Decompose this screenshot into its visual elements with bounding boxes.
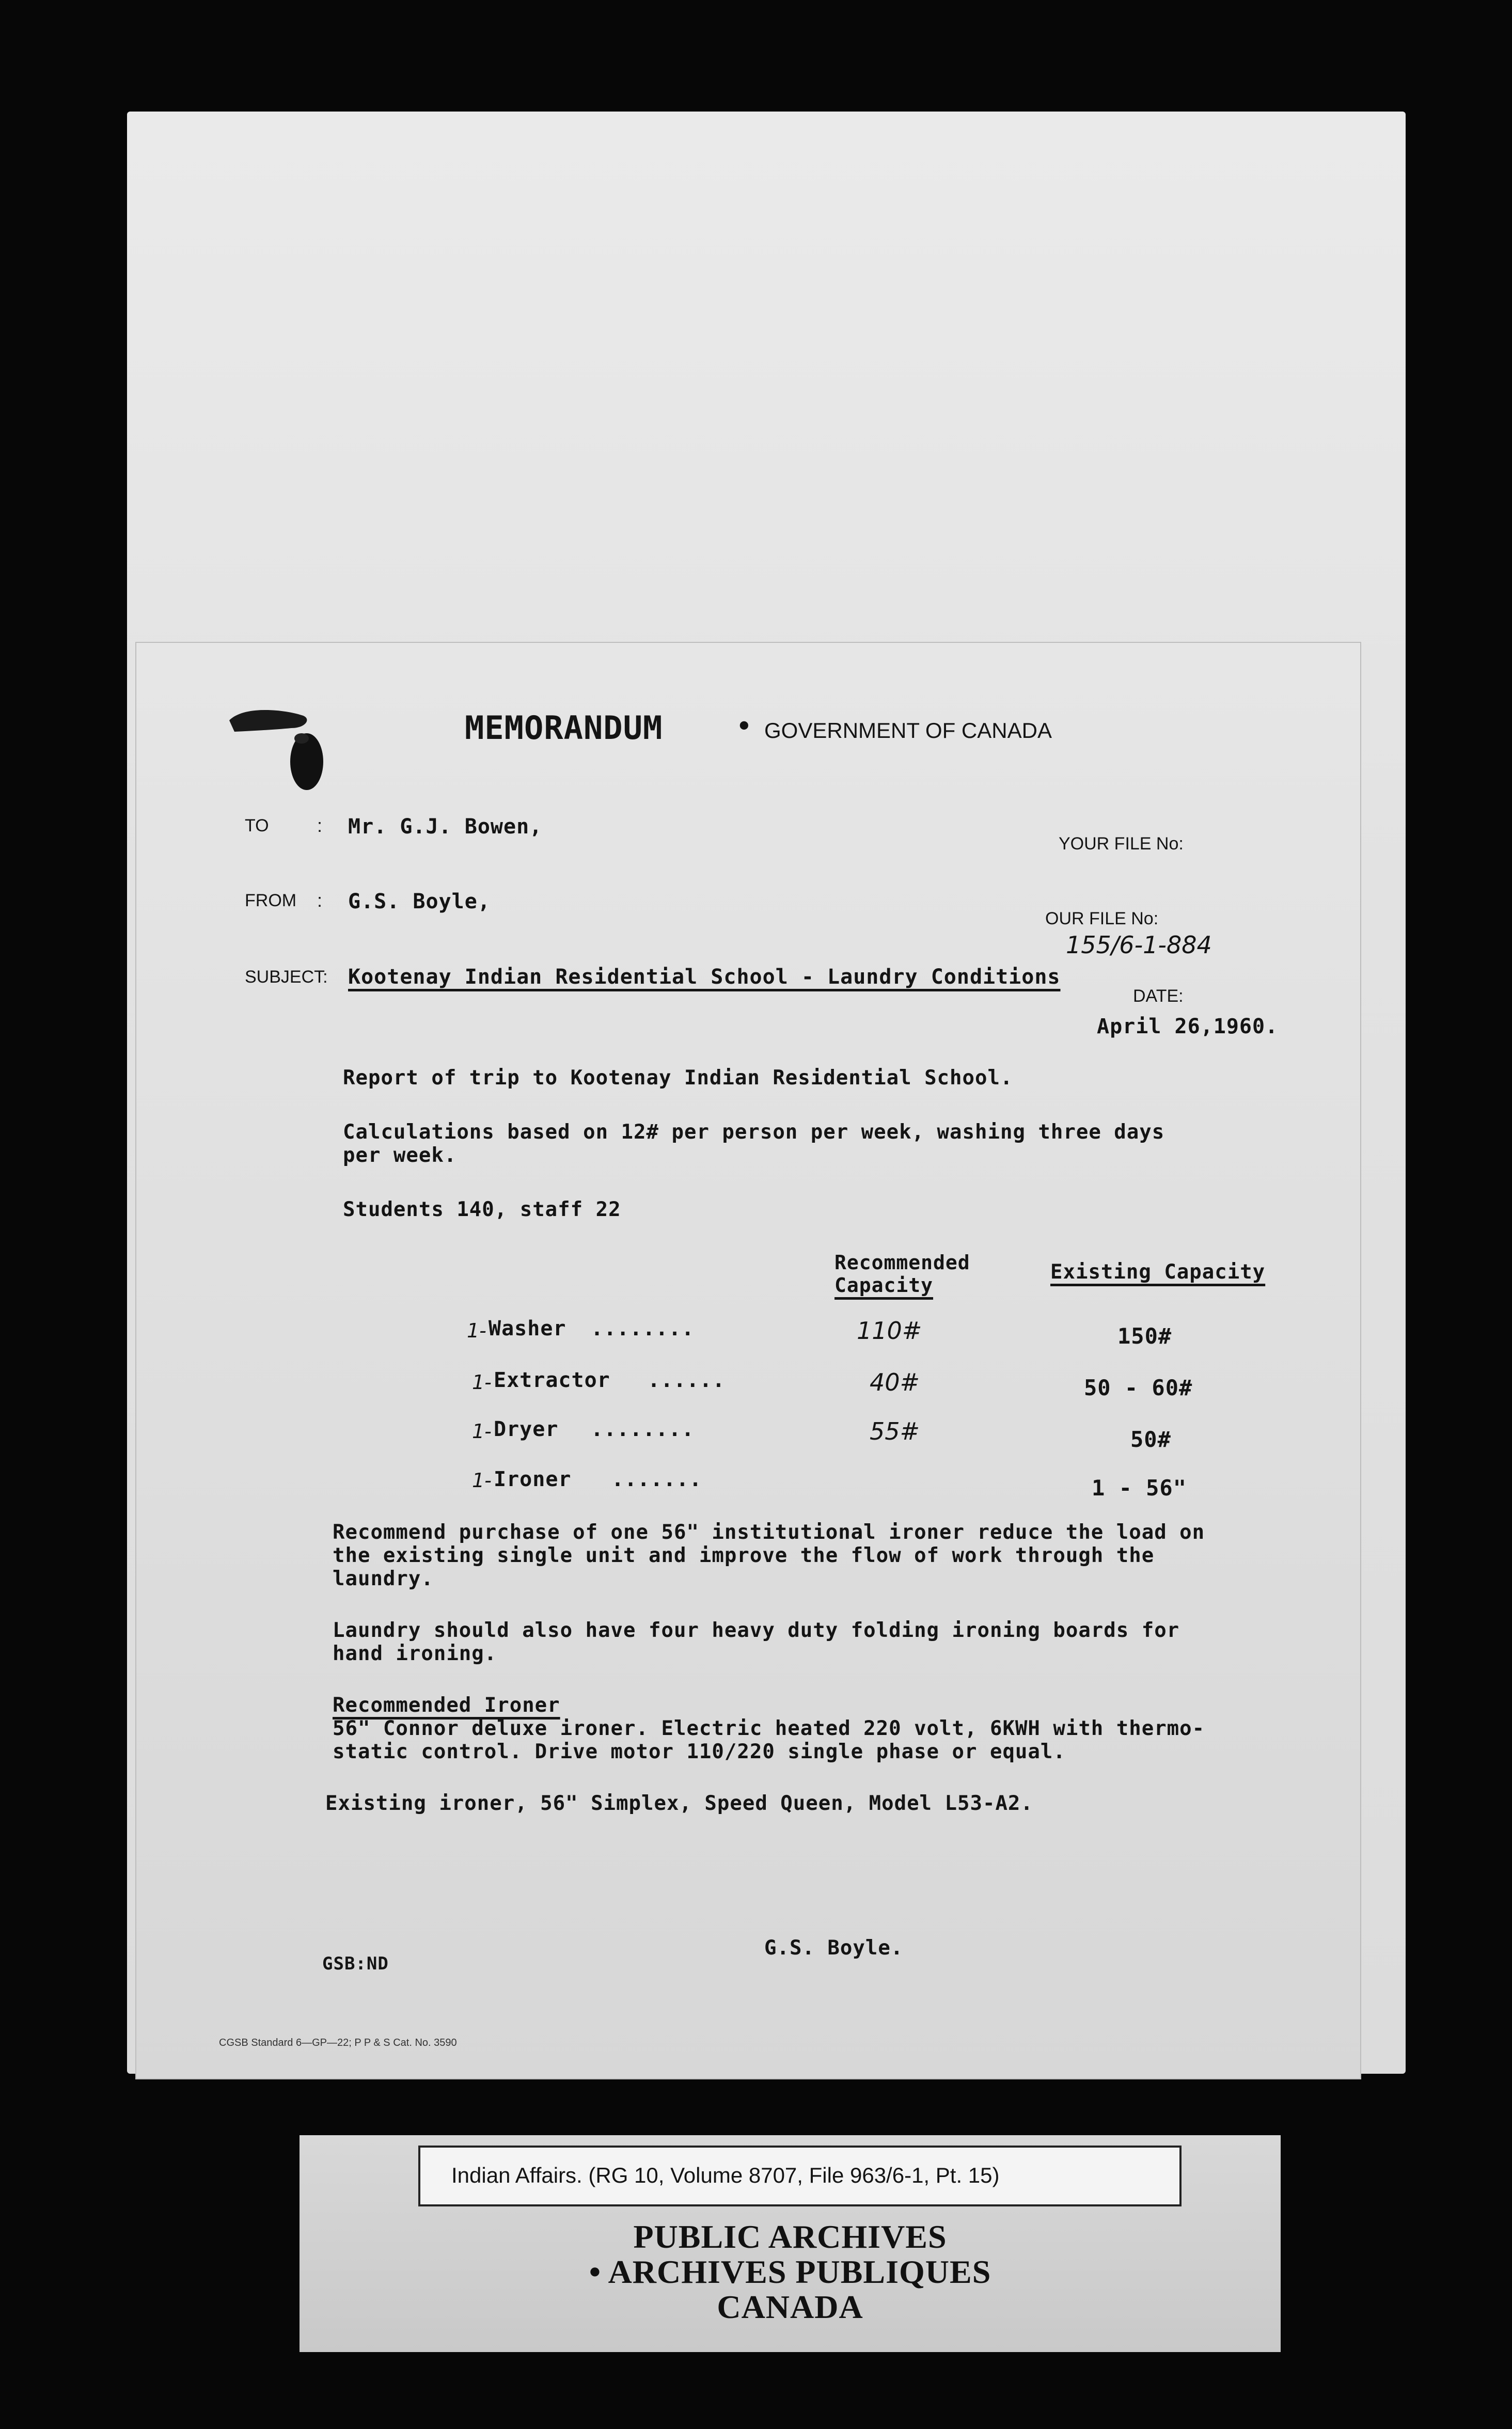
archive-stamp-line2: • ARCHIVES PUBLIQUES [589, 2253, 991, 2290]
row-dots: ...... [648, 1368, 726, 1392]
memo-sheet [136, 643, 1360, 2078]
subject-label: SUBJECT: [245, 967, 328, 987]
col-recommended-2: Capacity [834, 1274, 934, 1297]
to-label: TO [245, 816, 269, 835]
archive-label-strip [300, 2135, 1281, 2352]
archive-reference: Indian Affairs. (RG 10, Volume 8707, File 963/6-1, Pt. 15) [451, 2163, 1000, 2187]
row-count: 1- [467, 1319, 486, 1342]
our-file-value: 155/6-1-884 [1066, 931, 1212, 959]
from-value: G.S. Boyle, [348, 890, 491, 913]
your-file-label: YOUR FILE No: [1059, 834, 1184, 854]
recommended-ironer-line2: static control. Drive motor 110/220 single phase or equal. [333, 1740, 1066, 1763]
recommend-p1-line1: Recommend purchase of one 56" institutional ironer reduce the load on [333, 1521, 1205, 1544]
intro-line: Report of trip to Kootenay Indian Residential School. [343, 1066, 1013, 1090]
row-count: 1- [472, 1469, 492, 1492]
recommend-p1-line2: the existing single unit and improve the flow of work through the [333, 1544, 1155, 1567]
col-recommended-1: Recommended [834, 1251, 970, 1274]
recommend-p2-line1: Laundry should also have four heavy duty folding ironing boards for [333, 1619, 1180, 1642]
calc-line-2: per week. [343, 1144, 457, 1167]
row-count: 1- [472, 1371, 492, 1394]
to-value: Mr. G.J. Bowen, [348, 815, 543, 839]
row-item: Washer [489, 1317, 566, 1340]
memo-title: MEMORANDUM [465, 709, 663, 747]
our-file-label: OUR FILE No: [1045, 909, 1159, 928]
form-footer: CGSB Standard 6—GP—22; P P & S Cat. No. 3590 [219, 2037, 457, 2048]
archive-reference-box [418, 2146, 1182, 2206]
row-item: Ironer [494, 1468, 572, 1491]
date-label: DATE: [1133, 986, 1184, 1006]
row-dots: ........ [591, 1417, 695, 1441]
calc-line-1: Calculations based on 12# per person per week, washing three days [343, 1121, 1165, 1144]
row-existing: 50 - 60# [1084, 1375, 1193, 1400]
row-recommended: 55# [870, 1417, 920, 1445]
row-item: Dryer [494, 1417, 559, 1441]
date-value: April 26,1960. [1097, 1015, 1279, 1038]
row-recommended: 110# [857, 1317, 922, 1345]
row-count: 1- [472, 1420, 492, 1443]
from-label: FROM [245, 891, 297, 910]
row-dots: ........ [591, 1317, 695, 1340]
recommend-p1-line3: laundry. [333, 1567, 434, 1590]
to-colon: : [317, 815, 323, 836]
initials: GSB:ND [322, 1953, 389, 1974]
row-existing: 1 - 56" [1092, 1475, 1187, 1501]
row-item: Extractor [494, 1368, 610, 1392]
recommend-p2-line2: hand ironing. [333, 1642, 497, 1665]
from-colon: : [317, 890, 323, 911]
title-bullet: • [735, 710, 753, 744]
ink-blot-mark [224, 700, 333, 793]
row-existing: 50# [1130, 1427, 1171, 1452]
row-existing: 150# [1117, 1323, 1172, 1349]
subject-value: Kootenay Indian Residential School - Laundry Conditions [348, 965, 1061, 989]
existing-ironer-line: Existing ironer, 56" Simplex, Speed Queen, Model L53-A2. [325, 1792, 1033, 1815]
row-dots: ....... [611, 1468, 702, 1491]
recommended-ironer-heading: Recommended Ironer [333, 1694, 560, 1717]
archive-stamp-line1: PUBLIC ARCHIVES [633, 2218, 947, 2255]
col-existing: Existing Capacity [1050, 1260, 1266, 1284]
recommended-ironer-line1: 56" Connor deluxe ironer. Electric heated 220 volt, 6KWH with thermo- [333, 1717, 1205, 1740]
government-title: GOVERNMENT OF CANADA [764, 718, 1052, 743]
signature: G.S. Boyle. [764, 1936, 904, 1960]
archive-stamp-line3: CANADA [717, 2289, 863, 2325]
row-recommended: 40# [870, 1368, 920, 1396]
students-line: Students 140, staff 22 [343, 1198, 621, 1221]
